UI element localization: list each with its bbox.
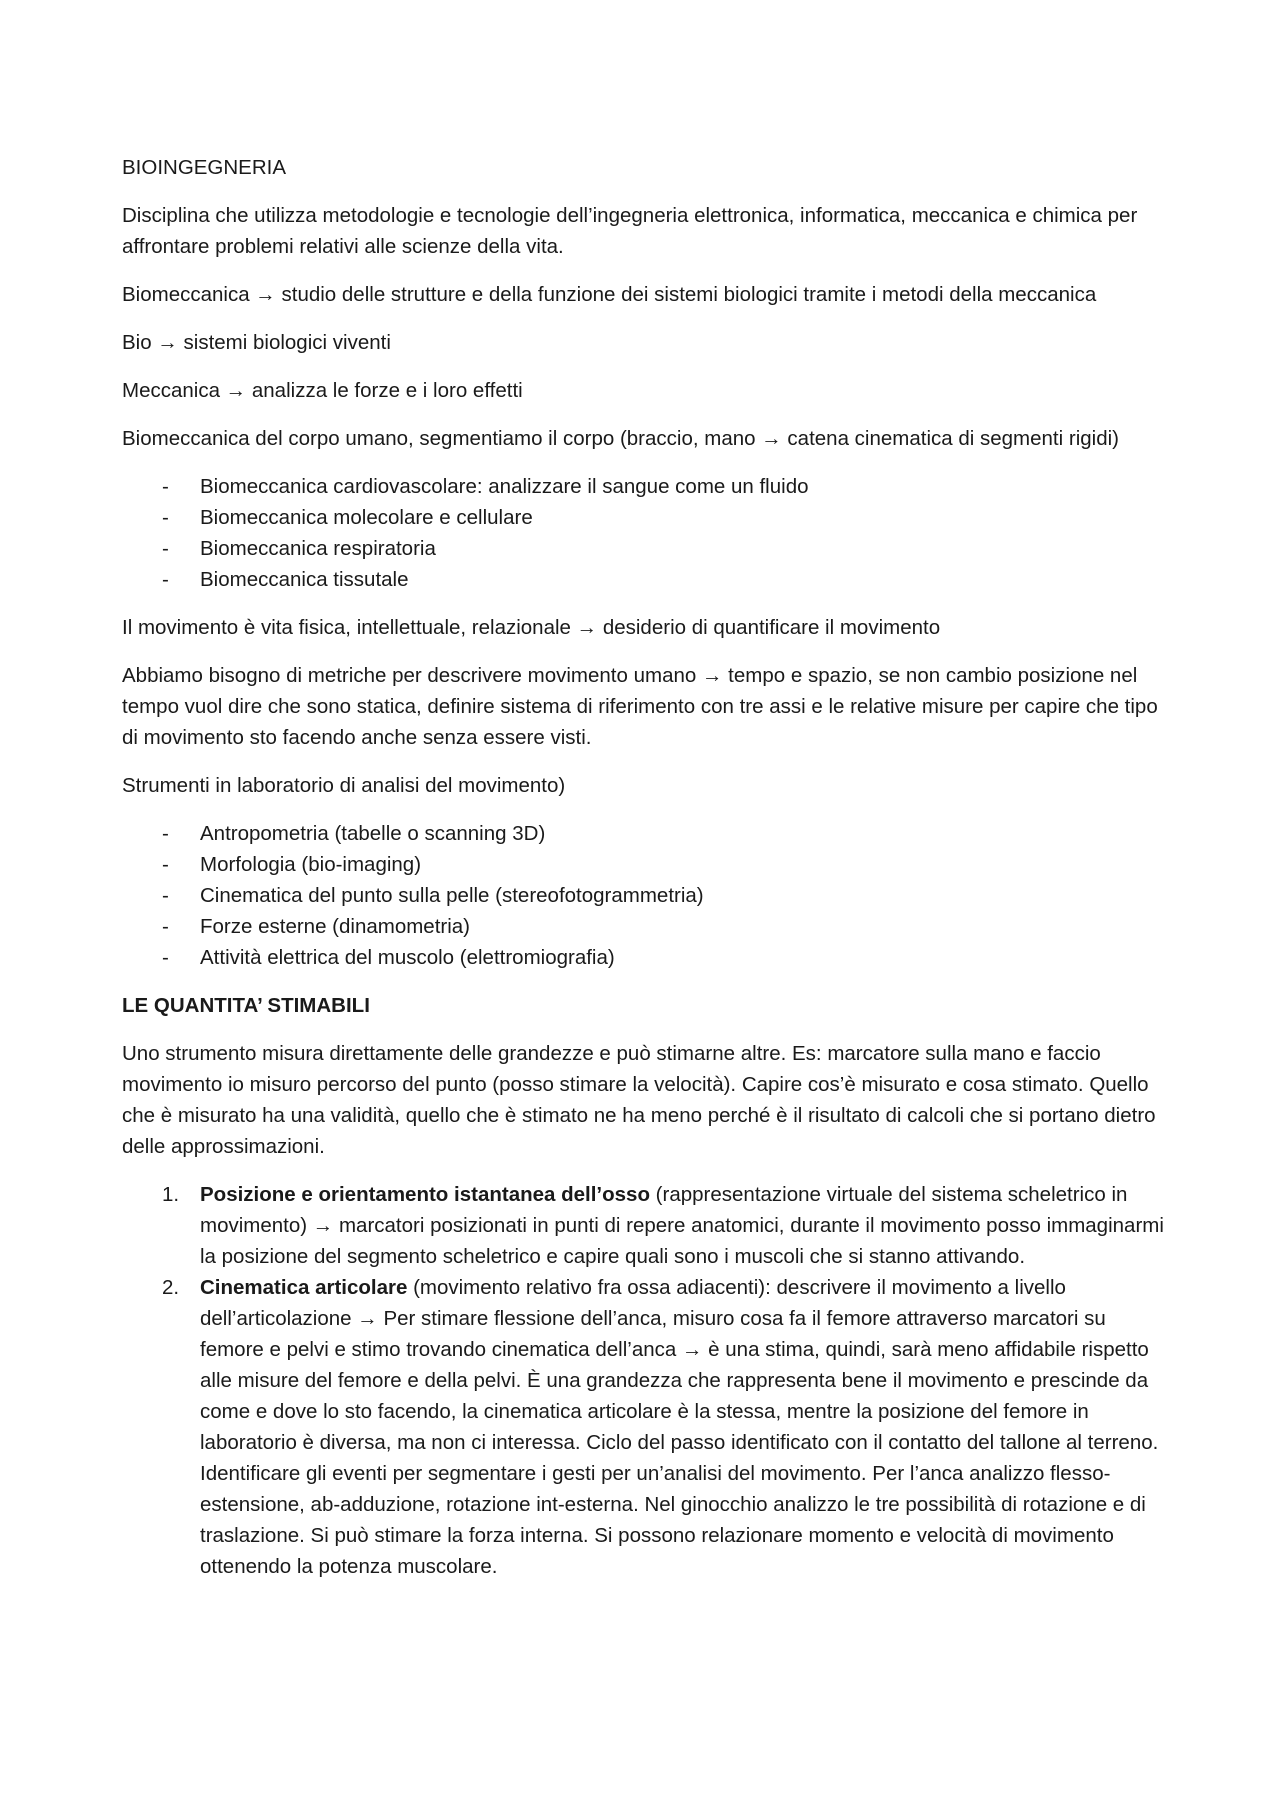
paragraph-movimento: Il movimento è vita fisica, intellettuale, relazionale → desiderio di quantificare il movimento [122, 616, 941, 639]
item-text: (rappresentazione virtuale del sistema scheletrico in movimento) → marcatori posizionati in punti di repere anatomici, durante il movimento posso immaginarmi la posizione del segmento scheletrico e capire quali sono i muscoli che si stanno attivando. [200, 1183, 1164, 1268]
item-number: 2. [162, 1276, 180, 1299]
numbered-list [122, 1179, 1164, 1582]
list-item [122, 911, 1164, 942]
dash-bullet: - [162, 915, 169, 938]
paragraph-definition: Disciplina che utilizza metodologie e tecnologie dell’ingegneria elettronica, informatica, meccanica e chimica per affrontare problemi relativi alle scienze della vita. [122, 204, 1138, 258]
item-text: (movimento relativo fra ossa adiacenti): descrivere il movimento a livello dell’articolazione → Per stimare flessione dell’anca, misuro cosa fa il femore attraverso marcatori su femore e pelvi e stimo trovando cinematica dell’anca → è una stima, quindi, sarà meno affidabile rispetto alle misure del femore e della pelvi. È una grandezza che rappresenta bene il movimento e prescinde da come e dove lo sto facendo, la cinematica articolare è la stessa, mentre la posizione del femore in laboratorio è diversa, ma non ci interessa. Ciclo del passo identificato con il contatto del tallone al terreno. Identificare gli eventi per segmentare i gesti per un’analisi del movimento. Per l’anca analizzo flesso-estensione, ab-adduzione, rotazione int-esterna. Nel ginocchio analizzo le tre possibilità di rotazione e di traslazione. Si può stimare la forza interna. Si possono relazionare momento e velocità di movimento ottenendo la potenza muscolare. [200, 1276, 1159, 1578]
document-page [122, 152, 1164, 1582]
list-item-text: Biomeccanica respiratoria [200, 537, 436, 560]
list-item [122, 533, 1164, 564]
strumenti-list [122, 818, 1164, 973]
dash-bullet: - [162, 946, 169, 969]
paragraph-meccanica: Meccanica → analizza le forze e i loro effetti [122, 379, 523, 402]
paragraph-strumenti: Strumenti in laboratorio di analisi del movimento) [122, 774, 566, 797]
dash-bullet: - [162, 537, 169, 560]
list-item-text: Biomeccanica molecolare e cellulare [200, 506, 533, 529]
paragraph-quantita: Uno strumento misura direttamente delle grandezze e può stimarne altre. Es: marcatore sulla mano e faccio movimento io misuro percorso del punto (posso stimare la velocità). Capire cos’è misurato e cosa stimato. Quello che è misurato ha una validità, quello che è stimato ne ha meno perché è il risultato di calcoli che si portano dietro delle approssimazioni. [122, 1042, 1156, 1158]
list-item [122, 471, 1164, 502]
item-bold-title: Posizione e orientamento istantanea dell’osso [200, 1183, 650, 1206]
list-item-text: Morfologia (bio-imaging) [200, 853, 422, 876]
paragraph-biomeccanica: Biomeccanica → studio delle strutture e della funzione dei sistemi biologici tramite i metodi della meccanica [122, 283, 1097, 306]
dash-bullet: - [162, 884, 169, 907]
dash-bullet: - [162, 475, 169, 498]
section-heading: LE QUANTITA’ STIMABILI [122, 994, 370, 1017]
numbered-item [122, 1272, 1164, 1582]
list-item-text: Attività elettrica del muscolo (elettromiografia) [200, 946, 615, 969]
biomeccanica-list [122, 471, 1164, 595]
list-item [122, 849, 1164, 880]
list-item [122, 502, 1164, 533]
list-item-text: Cinematica del punto sulla pelle (stereofotogrammetria) [200, 884, 704, 907]
item-number: 1. [162, 1183, 180, 1206]
list-item [122, 564, 1164, 595]
list-item [122, 942, 1164, 973]
dash-bullet: - [162, 853, 169, 876]
list-item-text: Biomeccanica cardiovascolare: analizzare il sangue come un fluido [200, 475, 809, 498]
paragraph-metriche: Abbiamo bisogno di metriche per descrivere movimento umano → tempo e spazio, se non cambio posizione nel tempo vuol dire che sono statica, definire sistema di riferimento con tre assi e le relative misure per capire che tipo di movimento sto facendo anche senza essere visti. [122, 664, 1158, 749]
list-item-text: Biomeccanica tissutale [200, 568, 409, 591]
numbered-item [122, 1179, 1164, 1272]
list-item-text: Forze esterne (dinamometria) [200, 915, 471, 938]
item-bold-title: Cinematica articolare [200, 1276, 408, 1299]
paragraph-bio: Bio → sistemi biologici viventi [122, 331, 391, 354]
list-item [122, 818, 1164, 849]
dash-bullet: - [162, 506, 169, 529]
list-item-text: Antropometria (tabelle o scanning 3D) [200, 822, 546, 845]
document-title: BIOINGEGNERIA [122, 156, 287, 179]
paragraph-corpo-umano: Biomeccanica del corpo umano, segmentiamo il corpo (braccio, mano → catena cinematica di segmenti rigidi) [122, 427, 1119, 450]
dash-bullet: - [162, 822, 169, 845]
dash-bullet: - [162, 568, 169, 591]
list-item [122, 880, 1164, 911]
